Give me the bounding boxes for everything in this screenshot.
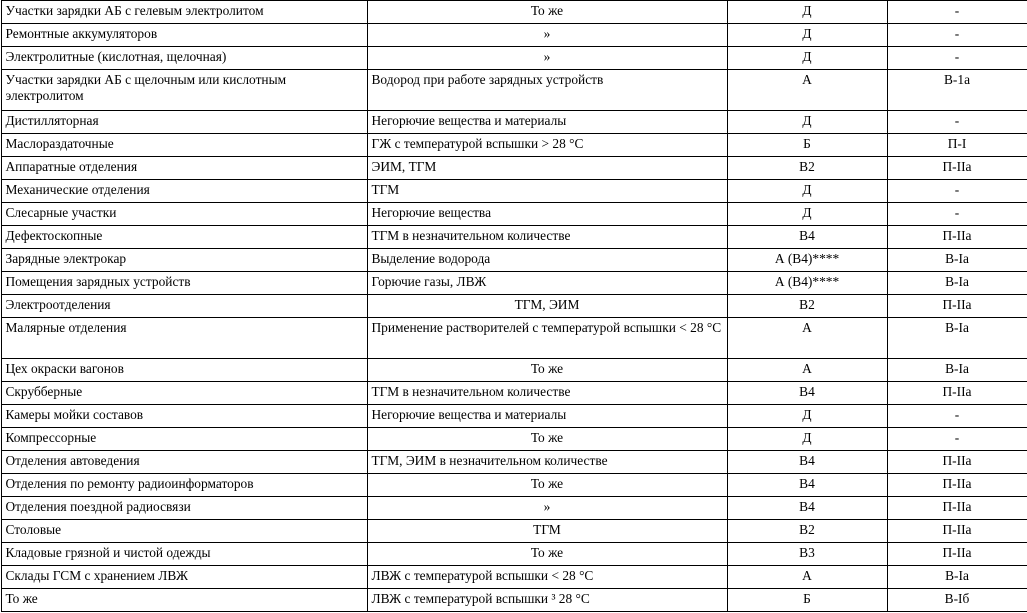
substance-cell: »	[367, 24, 727, 47]
zone-class-cell: П-IIа	[887, 451, 1027, 474]
substance-cell: ЭИМ, ТГМ	[367, 157, 727, 180]
room-name-cell: Отделения автоведения	[1, 451, 367, 474]
table-row	[1, 157, 1027, 180]
zone-class-cell: -	[887, 405, 1027, 428]
room-name-cell: Помещения зарядных устройств	[1, 272, 367, 295]
room-name-cell: Цех окраски вагонов	[1, 359, 367, 382]
category-cell: В3	[727, 543, 887, 566]
zone-class-cell: П-IIа	[887, 543, 1027, 566]
substance-cell: ТГМ	[367, 520, 727, 543]
zone-class-cell: В-1а	[887, 70, 1027, 111]
table-row	[1, 249, 1027, 272]
table-row	[1, 359, 1027, 382]
zone-class-cell: П-IIа	[887, 497, 1027, 520]
zone-class-cell: В-Iа	[887, 318, 1027, 359]
zone-class-cell: П-IIа	[887, 295, 1027, 318]
category-cell: А	[727, 318, 887, 359]
category-cell: В4	[727, 226, 887, 249]
category-cell: Д	[727, 203, 887, 226]
table-row	[1, 47, 1027, 70]
category-cell: Д	[727, 47, 887, 70]
room-name-cell: Электролитные (кислотная, щелочная)	[1, 47, 367, 70]
room-name-cell: Компрессорные	[1, 428, 367, 451]
table-row	[1, 520, 1027, 543]
room-category-table	[1, 0, 1027, 612]
substance-cell: »	[367, 497, 727, 520]
category-cell: Д	[727, 405, 887, 428]
room-name-cell: Зарядные электрокар	[1, 249, 367, 272]
zone-class-cell: В-Iа	[887, 359, 1027, 382]
zone-class-cell: -	[887, 1, 1027, 24]
substance-cell: Выделение водорода	[367, 249, 727, 272]
table-row	[1, 405, 1027, 428]
zone-class-cell: В-Iб	[887, 589, 1027, 612]
room-name-cell: Камеры мойки составов	[1, 405, 367, 428]
substance-cell: ЛВЖ с температурой вспышки ³ 28 °С	[367, 589, 727, 612]
substance-cell: То же	[367, 543, 727, 566]
room-name-cell: Маслораздаточные	[1, 134, 367, 157]
room-name-cell: Электроотделения	[1, 295, 367, 318]
table-row	[1, 474, 1027, 497]
table-body	[1, 1, 1027, 612]
substance-cell: ТГМ, ЭИМ в незначительном количестве	[367, 451, 727, 474]
substance-cell: Применение растворителей с температурой вспышки < 28 °С	[367, 318, 727, 359]
zone-class-cell: -	[887, 428, 1027, 451]
category-cell: В4	[727, 382, 887, 405]
table-row	[1, 180, 1027, 203]
substance-cell: ТГМ, ЭИМ	[367, 295, 727, 318]
zone-class-cell: -	[887, 180, 1027, 203]
table-row	[1, 295, 1027, 318]
substance-cell: То же	[367, 1, 727, 24]
zone-class-cell: В-Iа	[887, 566, 1027, 589]
substance-cell: То же	[367, 474, 727, 497]
table-row	[1, 203, 1027, 226]
room-name-cell: Столовые	[1, 520, 367, 543]
room-name-cell: Дистилляторная	[1, 111, 367, 134]
room-name-cell: Ремонтные аккумуляторов	[1, 24, 367, 47]
zone-class-cell: П-IIа	[887, 226, 1027, 249]
table-row	[1, 497, 1027, 520]
substance-cell: Негорючие вещества	[367, 203, 727, 226]
table-row	[1, 566, 1027, 589]
room-name-cell: Участки зарядки АБ с щелочным или кислотным электролитом	[1, 70, 367, 111]
zone-class-cell: П-IIа	[887, 157, 1027, 180]
category-cell: А (В4)****	[727, 249, 887, 272]
room-name-cell: Скрубберные	[1, 382, 367, 405]
zone-class-cell: -	[887, 203, 1027, 226]
zone-class-cell: П-IIа	[887, 382, 1027, 405]
zone-class-cell: В-Iа	[887, 272, 1027, 295]
substance-cell: Негорючие вещества и материалы	[367, 405, 727, 428]
category-cell: Б	[727, 589, 887, 612]
category-cell: В4	[727, 474, 887, 497]
zone-class-cell: -	[887, 47, 1027, 70]
zone-class-cell: П-I	[887, 134, 1027, 157]
category-cell: Д	[727, 111, 887, 134]
room-name-cell: Отделения по ремонту радиоинформаторов	[1, 474, 367, 497]
category-cell: Д	[727, 180, 887, 203]
table-row	[1, 226, 1027, 249]
room-name-cell: Аппаратные отделения	[1, 157, 367, 180]
substance-cell: ТГМ	[367, 180, 727, 203]
category-cell: Б	[727, 134, 887, 157]
substance-cell: Горючие газы, ЛВЖ	[367, 272, 727, 295]
category-cell: Д	[727, 1, 887, 24]
table-row	[1, 451, 1027, 474]
substance-cell: ГЖ с температурой вспышки > 28 °С	[367, 134, 727, 157]
category-cell: В2	[727, 157, 887, 180]
room-name-cell: Участки зарядки АБ с гелевым электролитом	[1, 1, 367, 24]
category-cell: В4	[727, 497, 887, 520]
category-cell: А	[727, 566, 887, 589]
room-name-cell: Кладовые грязной и чистой одежды	[1, 543, 367, 566]
table-row	[1, 134, 1027, 157]
table-row	[1, 428, 1027, 451]
zone-class-cell: П-IIа	[887, 474, 1027, 497]
table-row	[1, 24, 1027, 47]
category-cell: В2	[727, 520, 887, 543]
room-name-cell: Отделения поездной радиосвязи	[1, 497, 367, 520]
table-row	[1, 272, 1027, 295]
room-name-cell: Малярные отделения	[1, 318, 367, 359]
category-cell: А	[727, 70, 887, 111]
table-row	[1, 382, 1027, 405]
category-cell: А (В4)****	[727, 272, 887, 295]
category-cell: В4	[727, 451, 887, 474]
category-cell: Д	[727, 428, 887, 451]
room-name-cell: То же	[1, 589, 367, 612]
substance-cell: Негорючие вещества и материалы	[367, 111, 727, 134]
substance-cell: То же	[367, 428, 727, 451]
zone-class-cell: -	[887, 24, 1027, 47]
substance-cell: ЛВЖ с температурой вспышки < 28 °С	[367, 566, 727, 589]
zone-class-cell: П-IIа	[887, 520, 1027, 543]
table-row	[1, 1, 1027, 24]
room-name-cell: Механические отделения	[1, 180, 367, 203]
category-cell: Д	[727, 24, 887, 47]
table-row	[1, 70, 1027, 111]
room-name-cell: Склады ГСМ с хранением ЛВЖ	[1, 566, 367, 589]
table-row	[1, 318, 1027, 359]
category-cell: А	[727, 359, 887, 382]
table-row	[1, 111, 1027, 134]
room-name-cell: Слесарные участки	[1, 203, 367, 226]
table-row	[1, 543, 1027, 566]
room-name-cell: Дефектоскопные	[1, 226, 367, 249]
substance-cell: ТГМ в незначительном количестве	[367, 382, 727, 405]
substance-cell: »	[367, 47, 727, 70]
substance-cell: То же	[367, 359, 727, 382]
substance-cell: Водород при работе зарядных устройств	[367, 70, 727, 111]
zone-class-cell: -	[887, 111, 1027, 134]
table-row	[1, 589, 1027, 612]
substance-cell: ТГМ в незначительном количестве	[367, 226, 727, 249]
zone-class-cell: В-Iа	[887, 249, 1027, 272]
category-cell: В2	[727, 295, 887, 318]
